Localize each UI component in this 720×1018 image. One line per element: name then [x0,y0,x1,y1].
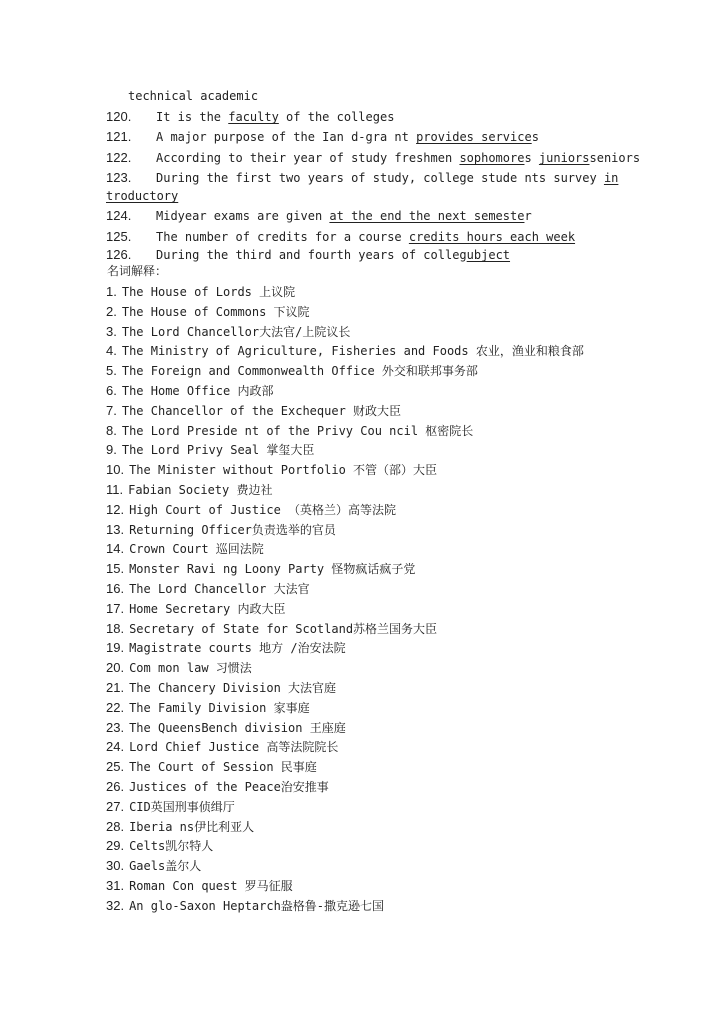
question-text: s [524,151,539,165]
question-text: It is the [156,110,229,124]
term-item [106,541,264,557]
answer-underlined-text: provides service [416,130,532,144]
term-number: 15. [106,561,125,577]
term-text: The House of Commons 下议院 [121,304,310,319]
term-text: An glo-Saxon Heptarch盎格鲁-撒克逊七国 [129,898,385,913]
term-item [106,561,415,577]
term-number: 10. [106,462,125,478]
term-item [106,898,384,914]
term-number: 13. [106,521,125,537]
term-item [106,779,329,795]
question-number: 125. [106,229,132,244]
term-number: 30. [106,858,125,874]
question-number: 121. [106,129,132,144]
term-number: 6. [106,383,117,398]
question-line [106,109,394,125]
question-text: Midyear exams are given [156,209,330,223]
question-text: r [524,209,532,223]
term-number: 18. [106,620,125,636]
term-number: 4. [106,343,117,359]
question-line [106,150,640,166]
question-line [106,129,539,145]
term-text: The Court of Session 民事庭 [129,760,317,775]
question-line [106,229,575,245]
term-item [106,621,437,637]
term-number: 26. [106,779,125,794]
questions-intro: technical academic [128,89,259,103]
term-number: 21. [106,680,125,695]
term-text: CID英国刑事侦缉厅 [129,799,235,814]
term-number: 3. [106,323,117,339]
term-text: Returning Officer负责选举的官员 [129,522,336,537]
term-number: 5. [106,363,117,379]
term-number: 8. [106,422,117,438]
answer-underlined-text: faculty [228,110,279,124]
term-number: 20. [106,660,125,676]
question-line [106,247,510,263]
term-item [106,482,272,498]
term-item [106,403,401,419]
term-text: The Family Division 家事庭 [129,700,310,715]
question-number: 126. [106,247,132,262]
answer-underlined-text: in [603,171,619,185]
term-item [106,759,317,775]
term-number: 27. [106,798,125,814]
question-text: of the colleges [278,110,395,124]
term-item [106,700,310,716]
term-text: Crown Court 巡回法院 [129,542,264,557]
term-number: 23. [106,719,125,735]
term-text: Magistrate courts 地方 /治安法院 [129,641,346,656]
term-number: 29. [106,838,125,854]
term-item [106,640,346,656]
answer-underlined-text: sophomore [459,151,525,165]
question-line [106,188,178,204]
term-text: The House of Lords 上议院 [121,285,296,299]
term-text: Fabian Society 费边社 [128,483,273,497]
term-number: 32. [106,897,125,913]
term-item [106,581,310,597]
question-text: A major purpose of the Ian d-gra nt [156,130,417,144]
term-number: 24. [106,739,125,755]
term-item [106,284,295,300]
term-text: Home Secretary 内政大臣 [129,601,286,616]
question-text: During the first two years of study, college stude nts survey [156,171,604,185]
term-item [106,720,346,736]
term-number: 22. [106,699,125,715]
term-number: 19. [106,640,125,656]
term-text: The Minister without Portfolio 不管（部）大臣 [129,463,438,478]
term-number: 7. [106,402,117,418]
term-text: Secretary of State for Scotland苏格兰国务大臣 [129,621,438,636]
term-text: Gaels盖尔人 [129,859,202,874]
term-text: The Ministry of Agriculture, Fisheries and Foods 农业，渔业和粮食部 [121,344,584,359]
term-item [106,462,437,478]
question-text: s [531,130,539,144]
question-text: During the third and fourth years of colleg [156,248,467,262]
term-number: 2. [106,303,117,319]
term-number: 25. [106,759,125,775]
term-text: Roman Con quest 罗马征服 [129,879,293,893]
term-item [106,343,584,359]
term-text: The Chancery Division 大法官庭 [129,681,337,695]
term-item [106,442,314,458]
term-text: Justices of the Peace治安推事 [129,780,329,794]
question-text: The number of credits for a course [156,230,409,244]
term-item [106,601,285,617]
term-number: 9. [106,442,117,458]
term-text: The Lord Chancellor 大法官 [129,582,310,596]
answer-underlined-text: juniors [538,151,590,165]
term-text: Celts凯尔特人 [129,839,214,854]
term-item [106,838,213,854]
term-item [106,799,235,815]
question-line [106,170,618,186]
term-item [106,502,396,518]
term-text: Iberia ns伊比利亚人 [129,819,255,834]
term-number: 1. [106,284,117,299]
term-item [106,819,254,835]
term-text: The Chancellor of the Exchequer 财政大臣 [121,403,402,418]
question-number: 124. [106,208,132,223]
answer-underlined-text: credits hours each week [408,230,576,244]
term-text: Com mon law 习惯法 [129,661,252,676]
term-number: 11. [106,482,124,497]
term-item [106,423,473,439]
term-text: High Court of Justice （英格兰）高等法院 [129,502,397,517]
question-number: 122. [106,150,132,165]
term-item [106,739,338,755]
term-text: The Home Office 内政部 [121,384,274,398]
term-item [106,878,293,894]
question-text: According to their year of study freshmen [156,151,460,165]
term-number: 31. [106,878,125,893]
term-text: The QueensBench division 王座庭 [129,720,346,735]
term-item [106,660,252,676]
question-line [106,208,532,224]
question-text: seniors [589,151,641,165]
question-number: 123. [106,170,132,185]
term-text: Monster Ravi ng Loony Party 怪物疯话疯子党 [129,562,416,577]
term-item [106,363,478,379]
term-item [106,858,201,874]
term-item [106,522,336,538]
term-text: The Foreign and Commonwealth Office 外交和联邦事务部 [121,364,478,379]
term-number: 17. [106,600,125,616]
term-item [106,383,273,399]
term-number: 28. [106,818,125,834]
answer-underlined-text: ubject [466,248,511,262]
question-number: 120. [106,109,132,124]
answer-underlined-text: troductory [106,189,179,203]
term-item [106,304,310,320]
term-item [106,324,350,340]
term-text: The Lord Preside nt of the Privy Cou ncil 枢密院长 [121,423,474,438]
term-number: 16. [106,581,125,596]
term-item [106,680,336,696]
term-number: 12. [106,501,125,517]
term-text: The Lord Privy Seal 掌玺大臣 [121,443,315,458]
term-text: The Lord Chancellor大法官/上院议长 [121,324,351,339]
term-number: 14. [106,541,125,557]
answer-underlined-text: at the end the next semeste [329,209,525,223]
section-title: 名词解释： [107,264,168,278]
term-text: Lord Chief Justice 高等法院院长 [129,740,339,755]
